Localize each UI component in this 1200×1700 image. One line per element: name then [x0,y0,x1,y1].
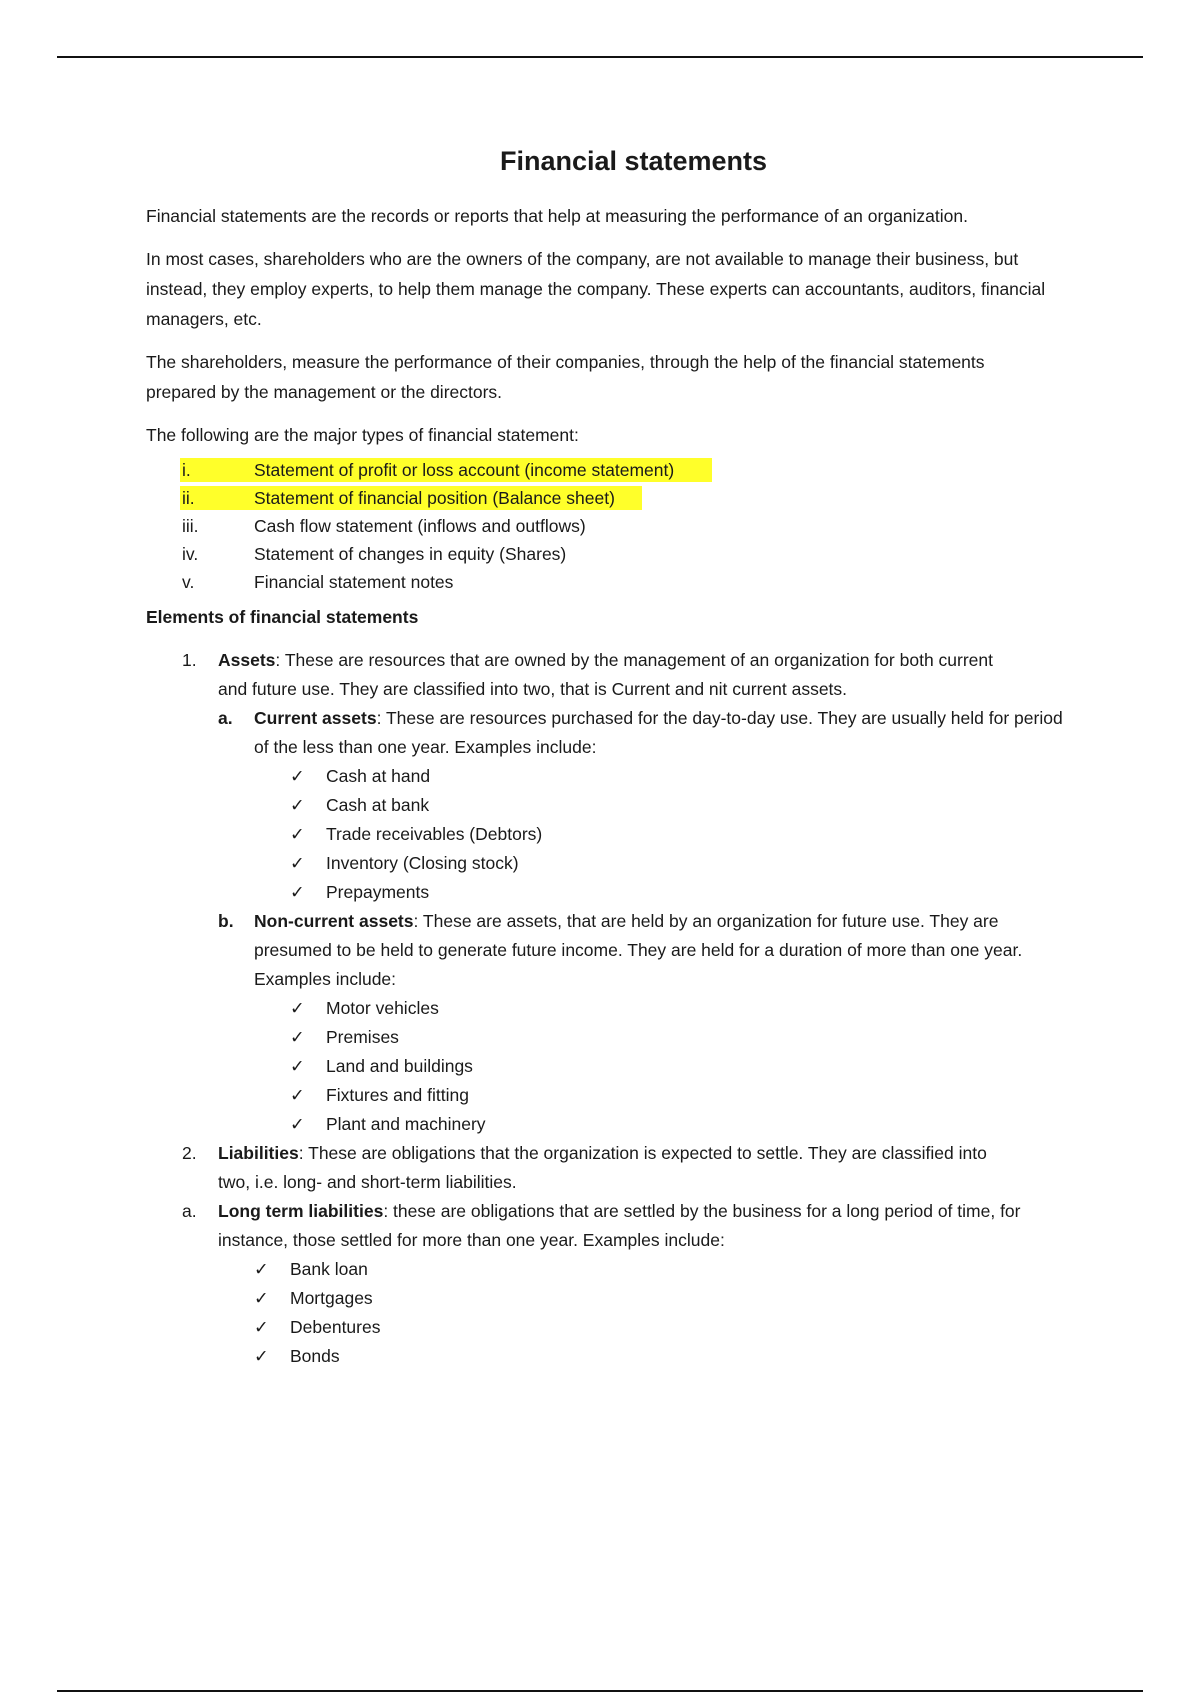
example-text: Premises [326,1027,399,1047]
list-item [254,1255,1096,1284]
liabilities-text: : These are obligations that the organization is expected to settle. They are classified into two, i.e. long- and short-term liabilities. [218,1143,987,1192]
list-item [254,1284,1096,1313]
list-item [290,1110,1096,1139]
list-number: ii. [182,488,195,508]
list-text: Statement of financial position (Balance sheet) [254,488,615,508]
assets-term: Assets [218,650,276,670]
longterm-liabilities-item [182,1197,1038,1255]
current-assets-term: Current assets [254,708,377,728]
assets-text: : These are resources that are owned by the management of an organization for both current and future use. They are classified into two, that is Current and nit current assets. [218,650,994,699]
check-icon: ✓ [290,998,305,1018]
list-item [146,456,1096,484]
example-text: Prepayments [326,882,430,902]
current-assets-item [218,704,1074,762]
list-item [290,1052,1096,1081]
page-title: Financial statements [499,146,768,176]
top-rule [57,56,1143,58]
list-item [290,791,1096,820]
example-text: Bank loan [290,1259,368,1279]
document-page [146,146,1096,1371]
list-item [290,994,1096,1023]
list-item [290,1023,1096,1052]
check-icon: ✓ [254,1346,269,1366]
check-icon: ✓ [254,1317,269,1337]
example-text: Cash at hand [326,766,431,786]
example-text: Trade receivables (Debtors) [326,824,543,844]
noncurrent-assets-term: Non-current assets [254,911,414,931]
check-icon: ✓ [290,1114,305,1134]
longterm-liabilities-text: : these are obligations that are settled by the business for a long period of time, for instance, those settled for more than one year. Examples include: [218,1201,1021,1250]
item-letter: b. [218,911,234,931]
list-text: Statement of changes in equity (Shares) [254,544,567,564]
assets-item [182,646,1018,704]
current-assets-examples [290,762,1096,907]
check-icon: ✓ [254,1259,269,1279]
section-heading: Elements of financial statements [146,607,419,627]
check-icon: ✓ [290,1056,305,1076]
example-text: Land and buildings [326,1056,473,1076]
check-icon: ✓ [290,853,305,873]
noncurrent-assets-examples [290,994,1096,1139]
example-text: Motor vehicles [326,998,439,1018]
bottom-rule [57,1690,1143,1692]
list-number: i. [182,460,191,480]
list-number: iii. [182,516,199,536]
liabilities-item [182,1139,1018,1197]
liabilities-term: Liabilities [218,1143,299,1163]
list-text: Cash flow statement (inflows and outflows) [254,516,586,536]
check-icon: ✓ [290,766,305,786]
item-letter: a. [218,708,233,728]
example-text: Mortgages [290,1288,373,1308]
check-icon: ✓ [290,1085,305,1105]
list-item [146,484,1096,512]
paragraph-4: The following are the major types of financial statement: [146,425,579,445]
list-number: v. [182,572,195,592]
list-item [146,512,1096,540]
check-icon: ✓ [290,795,305,815]
paragraph-2: In most cases, shareholders who are the owners of the company, are not available to manage their business, but instead, they employ experts, to help them manage the company. These experts can accountants, auditors, financial managers, etc. [146,249,1046,329]
item-number: 1. [182,650,197,670]
current-assets-text: : These are resources purchased for the day-to-day use. They are usually held for period of the less than one year. Examples include: [254,708,1063,757]
statement-types-list [146,456,1096,596]
item-number: 2. [182,1143,197,1163]
list-item [290,1081,1096,1110]
check-icon: ✓ [290,1027,305,1047]
example-text: Fixtures and fitting [326,1085,469,1105]
example-text: Inventory (Closing stock) [326,853,519,873]
longterm-liabilities-term: Long term liabilities [218,1201,384,1221]
check-icon: ✓ [290,882,305,902]
list-item [290,878,1096,907]
noncurrent-assets-item [218,907,1074,994]
list-item [254,1313,1096,1342]
list-item [290,849,1096,878]
list-item [290,820,1096,849]
list-text: Statement of profit or loss account (income statement) [254,460,675,480]
check-icon: ✓ [290,824,305,844]
example-text: Plant and machinery [326,1114,486,1134]
list-item [290,762,1096,791]
list-number: iv. [182,544,199,564]
paragraph-1: Financial statements are the records or reports that help at measuring the performance of an organization. [146,206,968,226]
example-text: Cash at bank [326,795,430,815]
paragraph-3: The shareholders, measure the performance of their companies, through the help of the financial statements prepared by the management or the directors. [146,352,985,402]
check-icon: ✓ [254,1288,269,1308]
list-text: Financial statement notes [254,572,454,592]
list-item [146,568,1096,596]
list-item [254,1342,1096,1371]
item-letter: a. [182,1201,197,1221]
longterm-liabilities-examples [254,1255,1096,1371]
example-text: Bonds [290,1346,340,1366]
list-item [146,540,1096,568]
noncurrent-assets-text: : These are assets, that are held by an organization for future use. They are presumed to be held to generate future income. They are held for a duration of more than one year. Examples include: [254,911,1023,989]
example-text: Debentures [290,1317,381,1337]
